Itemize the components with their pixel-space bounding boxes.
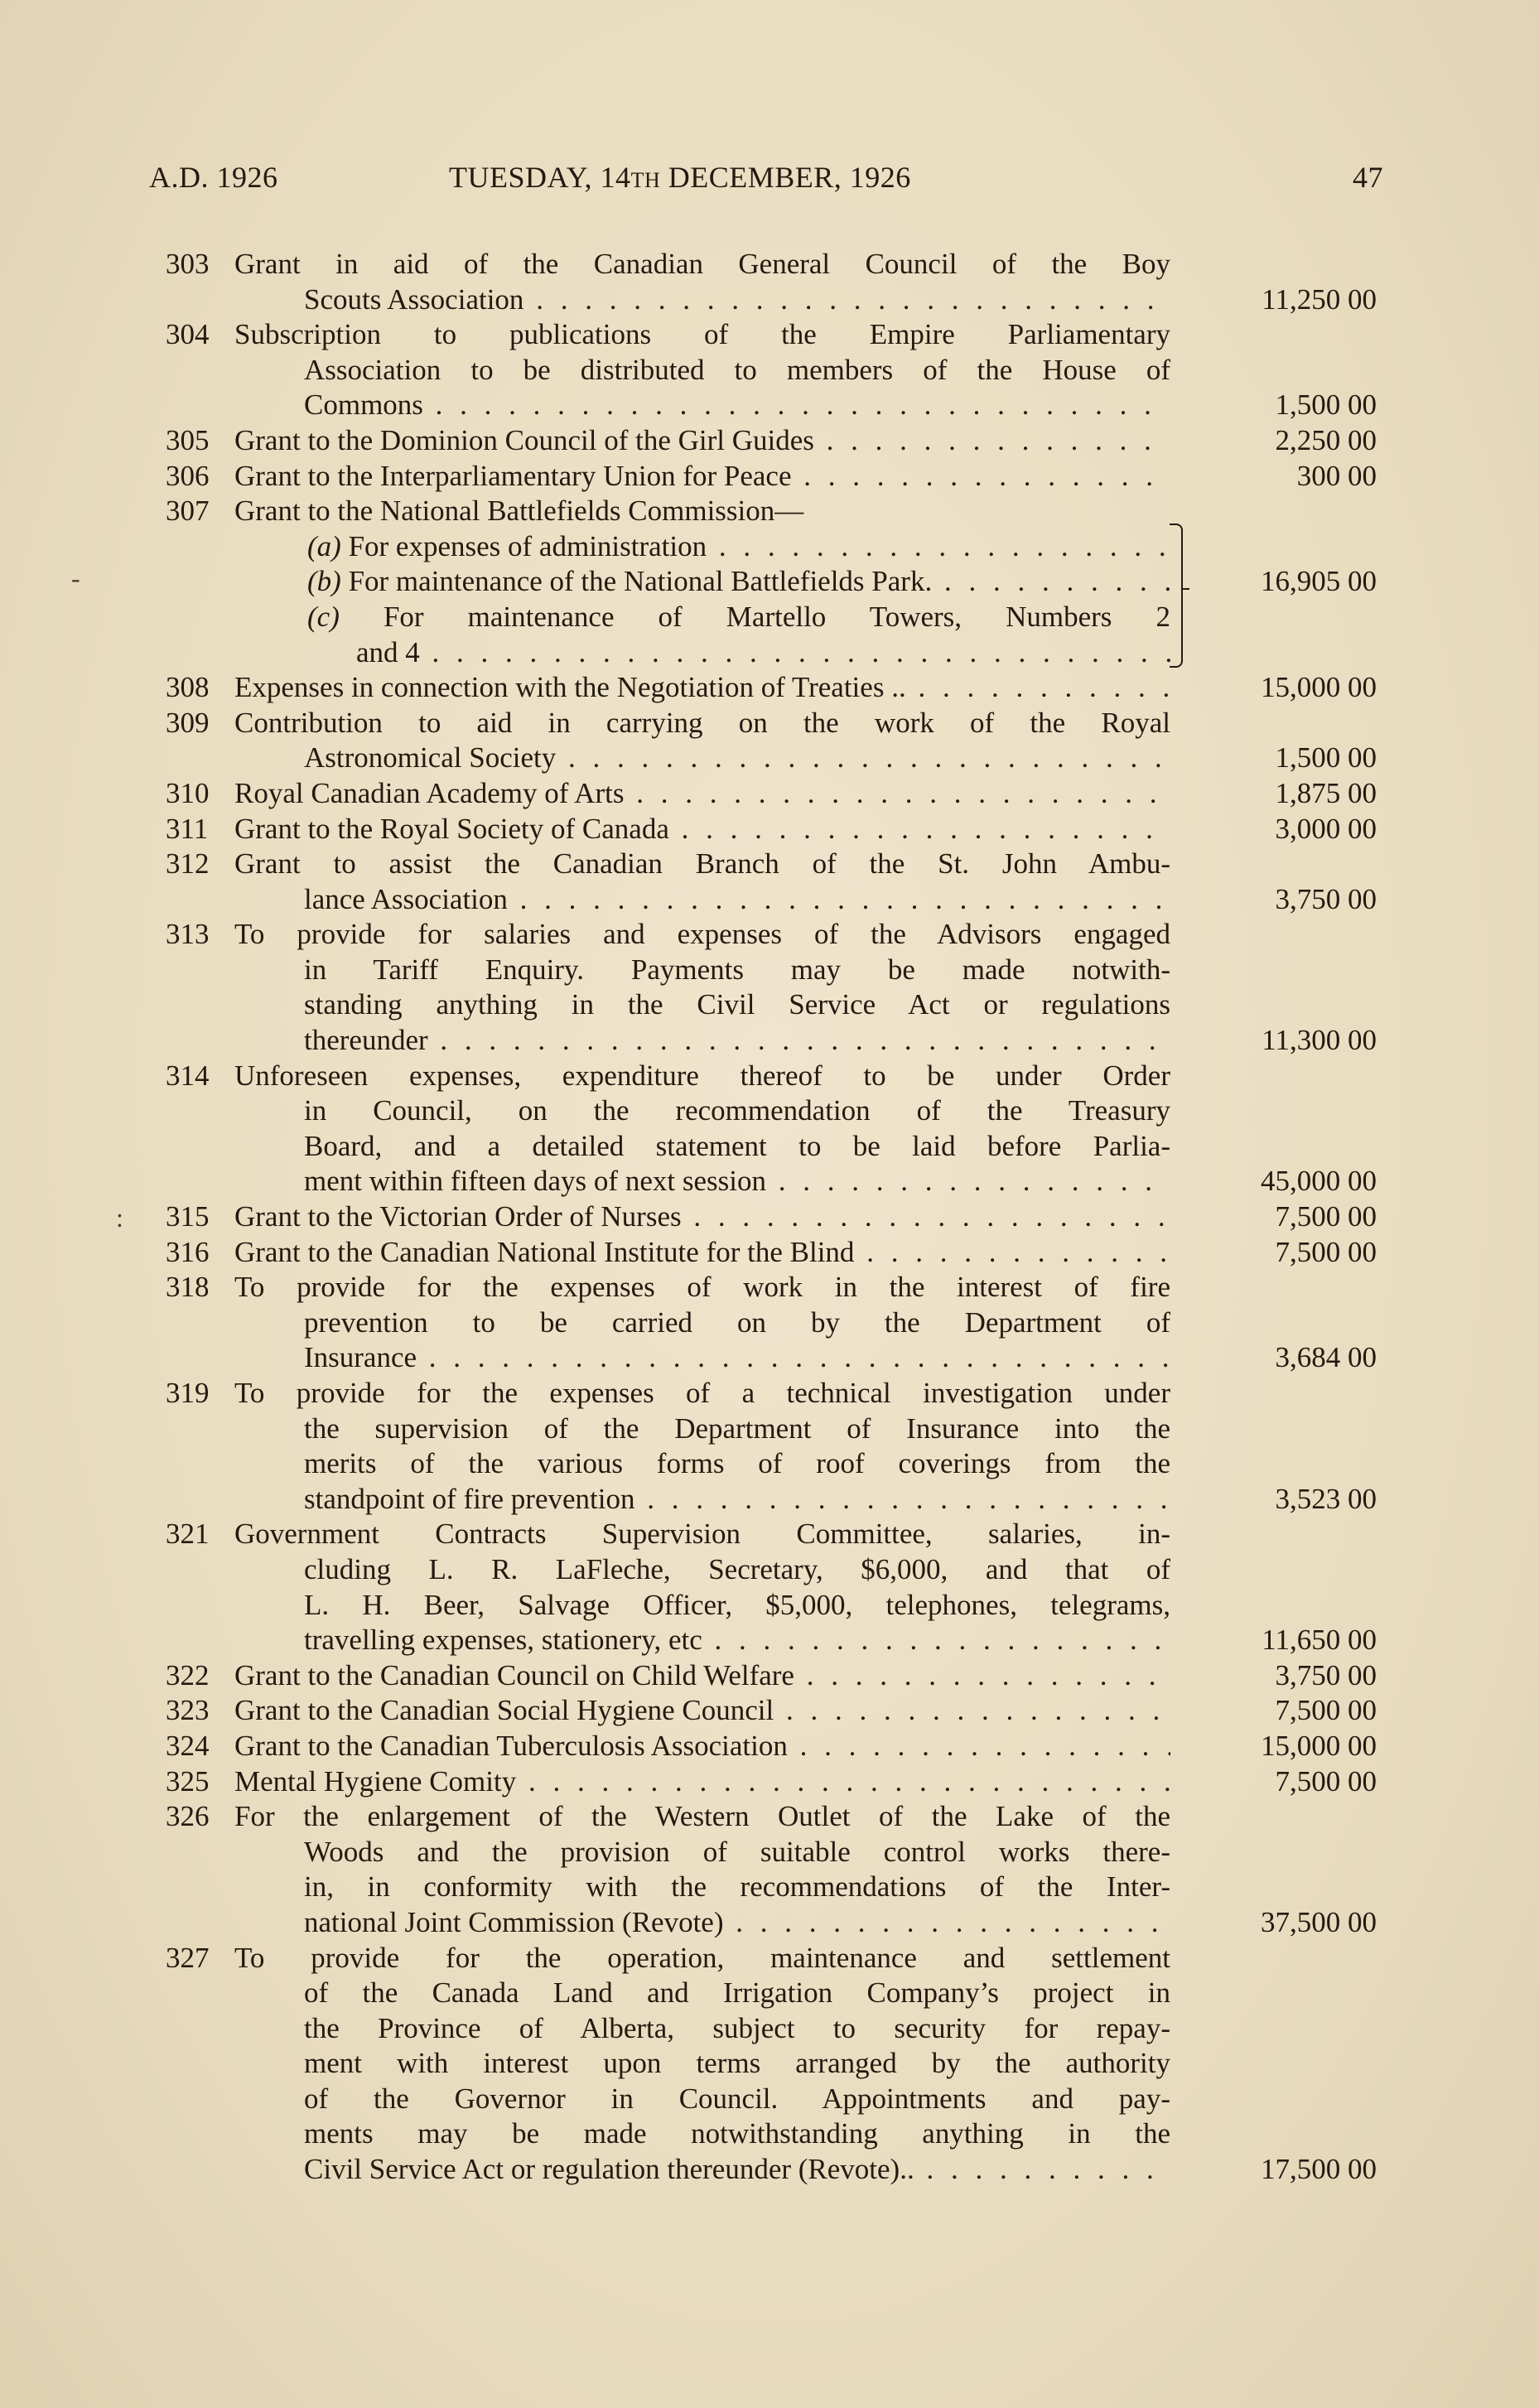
estimate-item <box>0 459 1539 495</box>
entry-line <box>0 987 1539 1023</box>
entry-line <box>0 282 1539 318</box>
item-number: 319 <box>166 1377 210 1409</box>
item-text-content: ment within fifteen days of next session . . . <box>304 1165 1170 1197</box>
item-number: 304 <box>166 318 210 351</box>
item-text <box>304 1588 1170 1624</box>
item-amount: 1,500 00 <box>1275 741 1377 775</box>
item-text <box>304 2082 1170 2117</box>
item-number: 310 <box>166 776 210 809</box>
entry-line <box>0 1412 1539 1447</box>
item-text-content: ment with interest upon terms arranged by the authority <box>304 2047 1170 2080</box>
item-sub-label: (c) <box>307 600 340 633</box>
entry-line <box>0 1376 1539 1412</box>
item-text-content: merits of the various forms of roof coverings from the <box>304 1447 1170 1480</box>
entry-line <box>0 1552 1539 1588</box>
margin-dot-mark: : <box>116 1203 123 1233</box>
item-number: 326 <box>166 1800 210 1833</box>
item-text-content: in, in conformity with the recommendations of the Inter- <box>304 1870 1170 1904</box>
item-text <box>234 1270 1170 1305</box>
entry-line <box>0 1623 1539 1658</box>
estimate-item <box>0 1658 1539 1694</box>
entry-line <box>0 1835 1539 1870</box>
entry-line <box>0 600 1539 635</box>
item-text <box>304 1446 1170 1482</box>
entry-line <box>0 812 1539 847</box>
item-amount: 15,000 00 <box>1261 1729 1377 1762</box>
item-text-content: Grant to the Canadian National Institute for the Blind . . . <box>234 1236 1170 1268</box>
item-text <box>304 353 1170 388</box>
item-amount: 7,500 00 <box>1275 1200 1377 1233</box>
item-text-content: Subscription to publications of the Empire Parliamentary <box>234 318 1170 351</box>
entry-line <box>0 1517 1539 1552</box>
item-number: 325 <box>166 1764 210 1798</box>
item-text <box>234 1658 1170 1694</box>
entry-line <box>0 1799 1539 1835</box>
header-ordinal: TH <box>630 168 661 192</box>
estimate-item <box>0 494 1539 670</box>
item-text <box>304 1870 1170 1905</box>
item-text <box>234 423 1170 459</box>
entry-line <box>0 1059 1539 1094</box>
item-text <box>234 776 1170 812</box>
item-text <box>304 1482 1170 1518</box>
entry-line <box>0 2152 1539 2188</box>
item-amount: 17,500 00 <box>1261 2153 1377 2186</box>
estimate-item <box>0 1764 1539 1800</box>
entry-line <box>0 1164 1539 1199</box>
item-text <box>304 1129 1170 1165</box>
item-amount: 3,684 00 <box>1275 1341 1377 1374</box>
header-day: TUESDAY, 14 <box>449 161 631 194</box>
item-amount: 7,500 00 <box>1275 1764 1377 1798</box>
entry-line <box>0 459 1539 495</box>
item-sub-label: (b) <box>307 565 341 598</box>
entry-line <box>0 564 1539 600</box>
item-text-content: Woods and the provision of suitable control works there- <box>304 1835 1170 1868</box>
item-text-content: standing anything in the Civil Service Act or regulations <box>304 988 1170 1021</box>
item-text <box>356 635 1170 671</box>
item-amount: 300 00 <box>1296 459 1377 492</box>
estimate-item <box>0 917 1539 1058</box>
entry-line <box>0 1588 1539 1624</box>
item-text <box>304 741 1170 776</box>
entry-line <box>0 776 1539 812</box>
item-text <box>304 1552 1170 1588</box>
item-text-content: standpoint of fire prevention . . . <box>304 1483 1170 1515</box>
entry-line <box>0 2116 1539 2152</box>
item-amount: 3,523 00 <box>1275 1482 1377 1515</box>
item-text <box>234 247 1170 282</box>
item-text-content: Contribution to aid in carrying on the work of the Royal <box>234 706 1170 739</box>
item-number: 321 <box>166 1518 210 1551</box>
estimate-item <box>0 1059 1539 1199</box>
item-number: 324 <box>166 1729 210 1762</box>
item-number: 315 <box>166 1200 210 1233</box>
item-text <box>234 317 1170 353</box>
item-text <box>234 1693 1170 1729</box>
item-text-content: To provide for salaries and expenses of the Advisors engaged <box>234 918 1170 951</box>
estimates-list <box>0 247 1539 2188</box>
item-number: 314 <box>166 1059 210 1092</box>
item-amount: 7,500 00 <box>1275 1694 1377 1727</box>
item-text <box>304 987 1170 1023</box>
estimate-item <box>0 670 1539 706</box>
item-text-content: Insurance . . . <box>304 1341 1170 1373</box>
item-text <box>307 600 1170 635</box>
entry-line <box>0 1764 1539 1800</box>
entry-line <box>0 529 1539 565</box>
item-text <box>304 1412 1170 1447</box>
item-amount: 7,500 00 <box>1275 1235 1377 1268</box>
entry-line <box>0 1482 1539 1518</box>
item-number: 303 <box>166 248 210 280</box>
item-text <box>304 1623 1170 1658</box>
estimate-item <box>0 1199 1539 1235</box>
item-text-content: Government Contracts Supervision Committee, salaries, in- <box>234 1518 1170 1551</box>
item-number: 316 <box>166 1235 210 1268</box>
item-number: 312 <box>166 847 210 881</box>
entry-line <box>0 1270 1539 1305</box>
item-number: 309 <box>166 706 210 739</box>
item-text <box>234 1376 1170 1412</box>
entry-line <box>0 247 1539 282</box>
entry-line <box>0 1658 1539 1694</box>
item-amount: 3,000 00 <box>1275 812 1377 845</box>
item-amount: 16,905 00 <box>1261 565 1377 598</box>
item-text <box>304 1164 1170 1199</box>
item-number: 307 <box>166 495 210 528</box>
item-text <box>234 1059 1170 1094</box>
item-text-content: ments may be made notwithstanding anything in the <box>304 2117 1170 2150</box>
item-text <box>234 670 1170 706</box>
item-text-content: the supervision of the Department of Insurance into the <box>304 1412 1170 1445</box>
item-amount: 2,250 00 <box>1275 423 1377 456</box>
entry-line <box>0 670 1539 706</box>
item-sub-label: (a) <box>307 529 341 562</box>
item-text <box>234 1517 1170 1552</box>
item-text <box>234 459 1170 495</box>
item-amount: 11,250 00 <box>1262 282 1377 316</box>
item-text <box>234 1799 1170 1835</box>
item-text-content: Royal Canadian Academy of Arts . . . <box>234 777 1170 809</box>
entry-line <box>0 388 1539 423</box>
item-text-content: lance Association . . . <box>304 883 1170 915</box>
item-text <box>304 1093 1170 1129</box>
item-amount: 1,875 00 <box>1275 776 1377 809</box>
item-text <box>234 1764 1170 1800</box>
entry-line <box>0 1870 1539 1905</box>
item-amount: 45,000 00 <box>1261 1165 1377 1198</box>
item-text-content: Grant to the Interparliamentary Union for Peace . . . <box>234 460 1170 492</box>
entry-line <box>0 353 1539 388</box>
item-text <box>304 282 1170 318</box>
item-amount: 11,300 00 <box>1262 1024 1377 1057</box>
header-year: A.D. 1926 <box>149 161 278 194</box>
item-text <box>234 812 1170 847</box>
item-text-content: For expenses of administration . . . <box>349 530 1170 562</box>
item-text-content: Expenses in connection with the Negotiation of Treaties .. . . . <box>234 671 1170 703</box>
item-text-content: and 4 . . . <box>356 636 1170 668</box>
item-text-content: Grant to assist the Canadian Branch of the St. John Ambu- <box>234 847 1170 881</box>
item-text <box>304 388 1170 423</box>
entry-line <box>0 423 1539 459</box>
entry-line <box>0 917 1539 953</box>
entry-line <box>0 1129 1539 1165</box>
item-text-content: To provide for the expenses of a technical investigation under <box>234 1377 1170 1409</box>
item-text <box>304 1023 1170 1059</box>
item-text-content: Grant to the Canadian Tuberculosis Association . . . <box>234 1730 1170 1762</box>
item-text-content: national Joint Commission (Revote) . . . <box>304 1906 1170 1938</box>
estimate-item <box>0 317 1539 423</box>
item-number: 322 <box>166 1658 210 1691</box>
entry-line <box>0 1093 1539 1129</box>
item-text <box>234 494 1170 529</box>
entry-line <box>0 1446 1539 1482</box>
item-number: 323 <box>166 1694 210 1727</box>
entry-line <box>0 635 1539 671</box>
item-text-content: Grant to the National Battlefields Commission— <box>234 495 804 528</box>
estimate-item <box>0 1799 1539 1940</box>
item-text-content: Unforeseen expenses, expenditure thereof to be under Order <box>234 1059 1170 1092</box>
item-text-content: Astronomical Society . . . <box>304 741 1170 774</box>
item-307-brace-tip <box>1181 588 1189 590</box>
item-text-content: Commons . . . <box>304 388 1170 421</box>
item-text-content: Grant to the Canadian Council on Child Welfare . . . <box>234 1659 1170 1691</box>
entry-line <box>0 1976 1539 2011</box>
estimate-item <box>0 776 1539 812</box>
item-text <box>234 1729 1170 1764</box>
page-header <box>149 160 1383 201</box>
item-amount: 37,500 00 <box>1261 1905 1377 1938</box>
item-text <box>304 1976 1170 2011</box>
item-text <box>234 917 1170 953</box>
entry-line <box>0 2082 1539 2117</box>
item-text-content: To provide for the expenses of work in the interest of fire <box>234 1271 1170 1304</box>
item-text-content: Mental Hygiene Comity . . . <box>234 1765 1170 1798</box>
item-text-content: To provide for the operation, maintenance and settlement <box>234 1941 1170 1974</box>
item-amount: 3,750 00 <box>1275 1658 1377 1691</box>
estimate-item <box>0 1517 1539 1658</box>
item-text-content: For maintenance of the National Battlefields Park. . . . <box>349 565 1170 597</box>
item-text <box>304 1340 1170 1376</box>
item-text <box>304 2116 1170 2152</box>
item-number: 318 <box>166 1271 210 1304</box>
entry-line <box>0 706 1539 741</box>
estimate-item <box>0 1376 1539 1517</box>
entry-line <box>0 2046 1539 2082</box>
margin-dash-mark: - <box>71 563 80 593</box>
item-text-content: Grant to the Royal Society of Canada . . . <box>234 813 1170 845</box>
item-text <box>304 882 1170 918</box>
item-number: 313 <box>166 918 210 951</box>
estimate-item <box>0 847 1539 917</box>
item-text-content: For the enlargement of the Western Outlet of the Lake of the <box>234 1800 1170 1833</box>
entry-line <box>0 1199 1539 1235</box>
item-text <box>234 1941 1170 1976</box>
entry-line <box>0 1693 1539 1729</box>
item-amount: 1,500 00 <box>1275 388 1377 422</box>
item-text <box>304 2046 1170 2082</box>
item-text-content: cluding L. R. LaFleche, Secretary, $6,000, and that of <box>304 1552 1170 1585</box>
page-number: 47 <box>1353 161 1383 194</box>
item-text-content: Grant in aid of the Canadian General Council of the Boy <box>234 248 1170 280</box>
item-text-content: Grant to the Dominion Council of the Girl Guides . . . <box>234 424 1170 456</box>
estimate-item <box>0 247 1539 317</box>
estimate-item <box>0 706 1539 776</box>
item-text-content: For maintenance of Martello Towers, Numbers 2 <box>383 600 1170 633</box>
item-307-brace <box>1170 524 1183 668</box>
item-amount: 11,650 00 <box>1262 1624 1377 1657</box>
item-text <box>307 564 1170 600</box>
item-amount: 3,750 00 <box>1275 882 1377 915</box>
item-text-content: Grant to the Canadian Social Hygiene Council . . . <box>234 1694 1170 1726</box>
item-text <box>304 2011 1170 2047</box>
item-text-content: Grant to the Victorian Order of Nurses . . . <box>234 1200 1170 1233</box>
entry-line <box>0 1905 1539 1941</box>
item-text <box>234 706 1170 741</box>
item-text-content: thereunder . . . <box>304 1024 1170 1056</box>
estimate-item <box>0 1941 1539 2188</box>
entry-line <box>0 1729 1539 1764</box>
item-text-content: of the Canada Land and Irrigation Company’s project in <box>304 1976 1170 2010</box>
item-text-content: prevention to be carried on by the Department of <box>304 1305 1170 1339</box>
item-text-content: the Province of Alberta, subject to security for repay- <box>304 2011 1170 2044</box>
entry-line <box>0 494 1539 529</box>
estimate-item <box>0 423 1539 459</box>
estimate-item <box>0 1693 1539 1729</box>
entry-line <box>0 317 1539 353</box>
item-number: 305 <box>166 423 210 456</box>
entry-line <box>0 1235 1539 1271</box>
item-text-content: Civil Service Act or regulation thereunder (Revote).. . . . <box>304 2153 1170 2185</box>
item-text-content: Association to be distributed to members of the House of <box>304 353 1170 386</box>
item-text-content: Scouts Association . . . <box>304 283 1170 316</box>
entry-line <box>0 953 1539 988</box>
item-number: 327 <box>166 1941 210 1974</box>
item-text <box>234 847 1170 882</box>
entry-line <box>0 847 1539 882</box>
item-number: 306 <box>166 459 210 492</box>
item-text <box>304 2152 1170 2188</box>
entry-line <box>0 741 1539 776</box>
item-text-content: in Tariff Enquiry. Payments may be made notwith- <box>304 953 1170 986</box>
entry-line <box>0 882 1539 918</box>
item-text-content: in Council, on the recommendation of the Treasury <box>304 1094 1170 1127</box>
item-text <box>304 953 1170 988</box>
item-number: 311 <box>166 812 209 845</box>
entry-line <box>0 1340 1539 1376</box>
item-number: 308 <box>166 671 210 704</box>
item-text <box>304 1305 1170 1341</box>
entry-line <box>0 1941 1539 1976</box>
estimate-item <box>0 1729 1539 1764</box>
entry-line <box>0 1305 1539 1341</box>
entry-line <box>0 2011 1539 2047</box>
item-amount: 15,000 00 <box>1261 671 1377 704</box>
item-text-content: travelling expenses, stationery, etc . . . <box>304 1624 1170 1656</box>
estimate-item <box>0 1235 1539 1271</box>
item-text <box>234 1235 1170 1271</box>
item-text <box>304 1835 1170 1870</box>
entry-line <box>0 1023 1539 1059</box>
item-text <box>304 1905 1170 1941</box>
estimate-item <box>0 812 1539 847</box>
item-text <box>307 529 1170 565</box>
header-date-rest: DECEMBER, 1926 <box>668 161 911 194</box>
item-text <box>234 1199 1170 1235</box>
item-text-content: L. H. Beer, Salvage Officer, $5,000, telephones, telegrams, <box>304 1588 1170 1621</box>
item-text-content: Board, and a detailed statement to be laid before Parlia- <box>304 1129 1170 1162</box>
item-text-content: of the Governor in Council. Appointments and pay- <box>304 2082 1170 2115</box>
header-date <box>449 160 911 195</box>
estimate-item <box>0 1270 1539 1376</box>
